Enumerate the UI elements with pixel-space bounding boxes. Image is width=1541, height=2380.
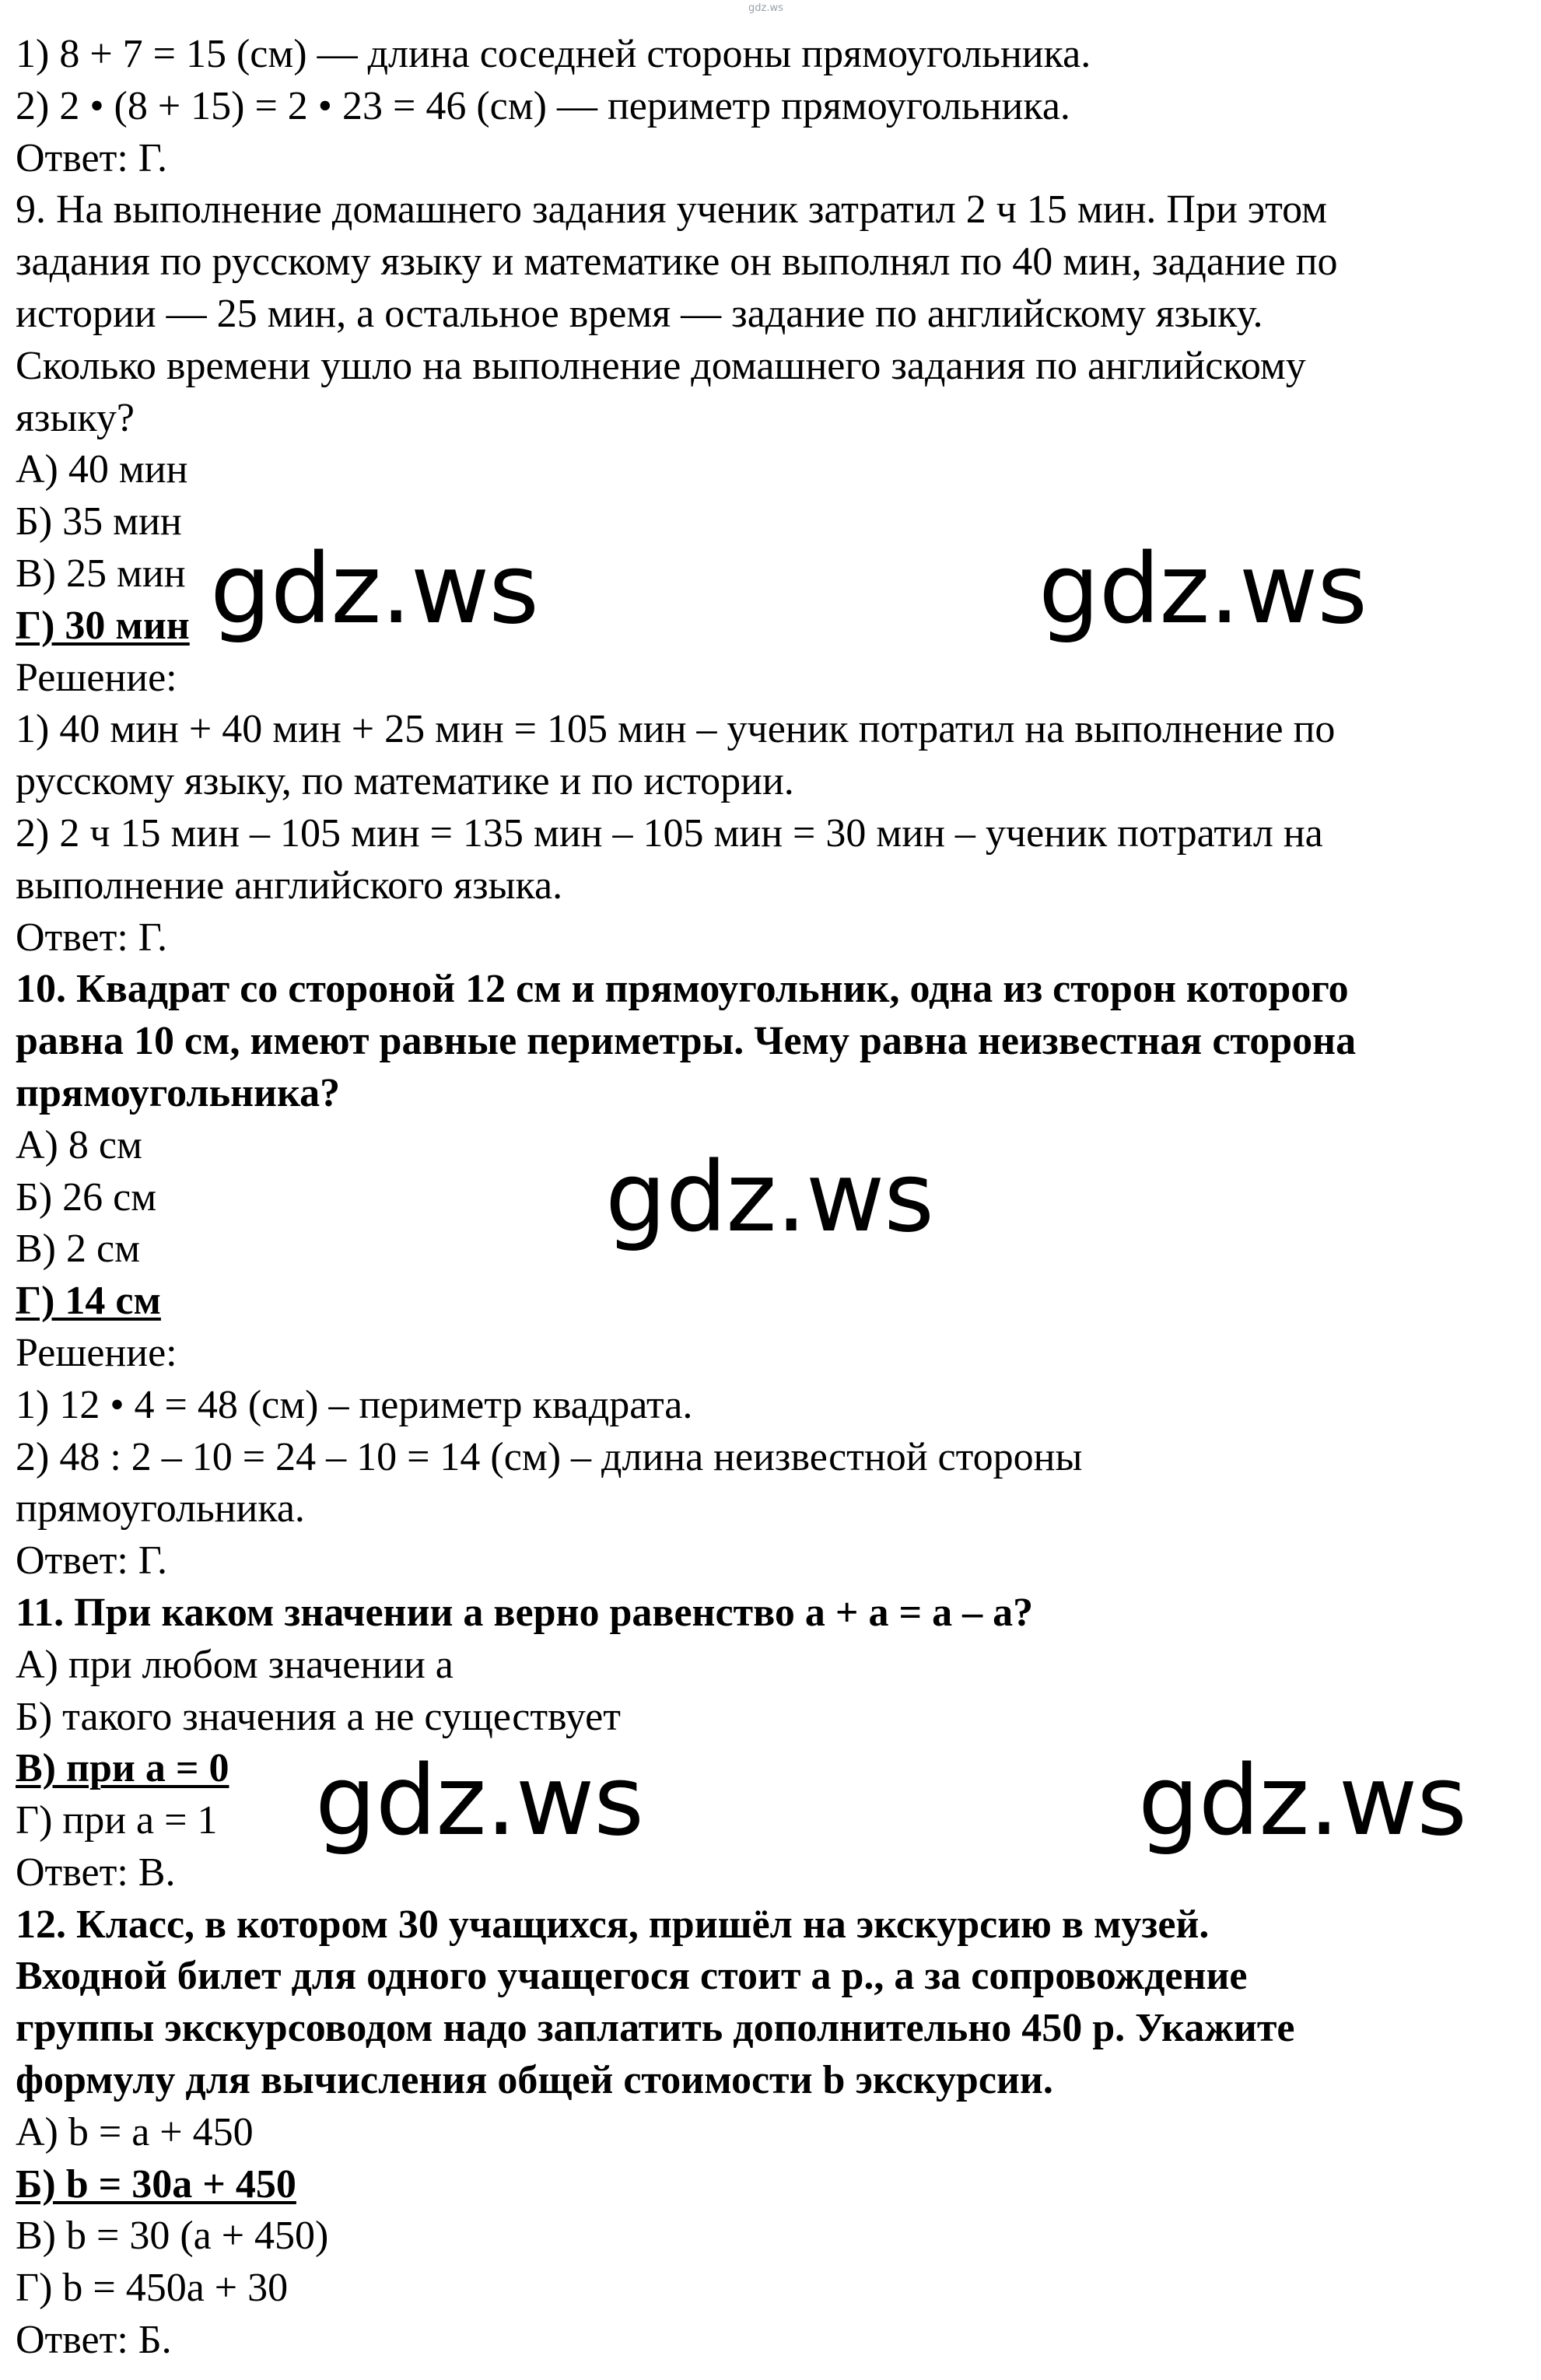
solution-heading: Решение:: [16, 655, 177, 700]
correct-option: Г) 30 мин: [16, 603, 190, 648]
question-9: задания по русскому языку и математике он выполнял по 40 мин, задание по: [16, 240, 1338, 285]
answer-line: Ответ: Г.: [16, 135, 167, 180]
answer-line: Ответ: В.: [16, 1850, 176, 1895]
answer-line: Ответ: Г.: [16, 1538, 167, 1584]
question-10: прямоугольника?: [16, 1070, 341, 1115]
option-v: В) 2 см: [16, 1227, 140, 1272]
solution-heading: Решение:: [16, 1330, 177, 1375]
solution-line: 2) 2 ч 15 мин – 105 мин = 135 мин – 105 мин = 30 мин – ученик потратил на: [16, 810, 1323, 856]
correct-option: Б) b = 30a + 450: [16, 2161, 296, 2207]
question-12: 12. Класс, в котором 30 учащихся, пришёл на экскурсию в музей.: [16, 1902, 1210, 1947]
watermark-text: gdz.ws: [210, 534, 538, 646]
option-a: А) 40 мин: [16, 447, 188, 492]
question-10: равна 10 см, имеют равные периметры. Чему равна неизвестная сторона: [16, 1019, 1357, 1064]
answer-line: Ответ: Б.: [16, 2318, 172, 2363]
question-9: Сколько времени ушло на выполнение домашнего задания по английскому: [16, 343, 1306, 388]
solution-line: 2) 48 : 2 – 10 = 24 – 10 = 14 (см) – длина неизвестной стороны: [16, 1434, 1083, 1479]
solution-line: русскому языку, по математике и по истории.: [16, 759, 794, 804]
watermark-small-top: gdz.ws: [748, 2, 783, 14]
question-12: Входной билет для одного учащегося стоит a р., а за сопровождение: [16, 1954, 1248, 1999]
question-10: 10. Квадрат со стороной 12 см и прямоугольник, одна из сторон которого: [16, 967, 1349, 1012]
question-11: 11. При каком значении a верно равенство a + a = a – a?: [16, 1590, 1034, 1635]
question-9: истории — 25 мин, а остальное время — задание по английскому языку.: [16, 291, 1263, 336]
question-12: группы экскурсоводом надо заплатить дополнительно 450 р. Укажите: [16, 2006, 1295, 2051]
option-b: Б) такого значения a не существует: [16, 1694, 621, 1739]
watermark-text: gdz.ws: [1138, 1745, 1466, 1857]
option-b: Б) 26 см: [16, 1174, 157, 1220]
question-9: 9. На выполнение домашнего задания ученик затратил 2 ч 15 мин. При этом: [16, 187, 1328, 233]
option-g: Г) b = 450a + 30: [16, 2266, 289, 2311]
option-v: В) b = 30 (a + 450): [16, 2214, 329, 2259]
correct-option: В) при a = 0: [16, 1746, 229, 1791]
watermark-text: gdz.ws: [1038, 534, 1367, 646]
text-line: 2) 2 • (8 + 15) = 2 • 23 = 46 (см) — периметр прямоугольника.: [16, 83, 1070, 128]
text-line: 1) 8 + 7 = 15 (см) — длина соседней стороны прямоугольника.: [16, 32, 1091, 76]
question-9: языку?: [16, 395, 135, 440]
answer-line: Ответ: Г.: [16, 915, 167, 960]
solution-line: выполнение английского языка.: [16, 863, 563, 908]
option-a: А) 8 см: [16, 1122, 142, 1167]
option-v: В) 25 мин: [16, 551, 186, 596]
option-b: Б) 35 мин: [16, 499, 182, 544]
watermark-text: gdz.ws: [315, 1745, 643, 1857]
question-12: формулу для вычисления общей стоимости b экскурсии.: [16, 2058, 1053, 2103]
solution-line: 1) 12 • 4 = 48 (см) – периметр квадрата.: [16, 1382, 693, 1427]
option-g: Г) при a = 1: [16, 1798, 218, 1843]
watermark-text: gdz.ws: [605, 1142, 933, 1254]
correct-option: Г) 14 см: [16, 1279, 161, 1324]
option-a: А) при любом значении a: [16, 1642, 454, 1687]
option-a: А) b = a + 450: [16, 2109, 254, 2154]
solution-line: прямоугольника.: [16, 1486, 305, 1531]
solution-line: 1) 40 мин + 40 мин + 25 мин = 105 мин – ученик потратил на выполнение по: [16, 707, 1336, 752]
